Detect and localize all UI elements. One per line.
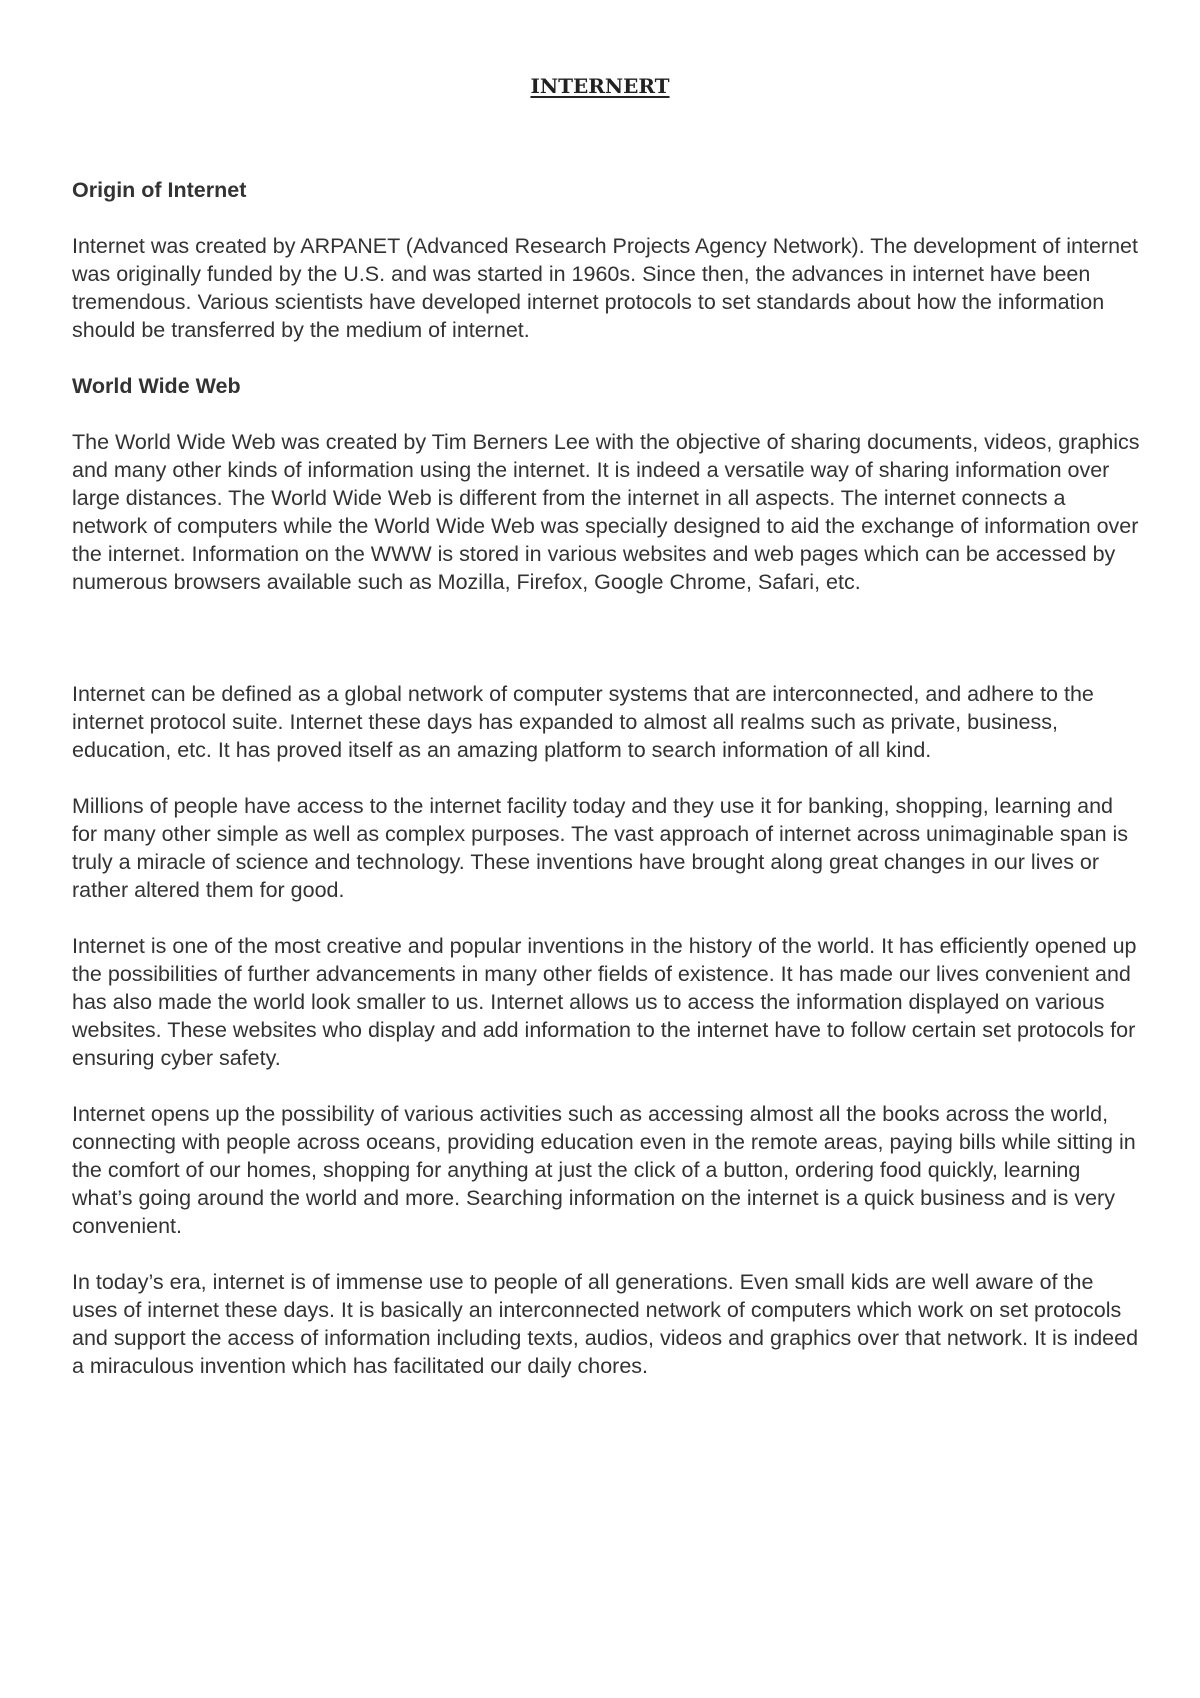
- section-heading-origin: Origin of Internet: [72, 178, 247, 202]
- section-heading-www: World Wide Web: [72, 374, 241, 398]
- blank-space: [72, 624, 1140, 680]
- document-body: [72, 176, 1140, 1408]
- document-title: INTERNERT: [530, 74, 670, 98]
- section-world-wide-web: [72, 372, 1140, 596]
- section-body: [72, 680, 1140, 1380]
- paragraph-origin: Internet was created by ARPANET (Advanced Research Projects Agency Network). The development of internet was originally funded by the U.S. and was started in 1960s. Since then, the advances in internet have been tremendous. Various scientists have developed internet protocols to set standards about how the information should be transferred by the medium of internet.: [72, 234, 1138, 342]
- paragraph-inventions: Internet is one of the most creative and popular inventions in the history of the world. It has efficiently opened up the possibilities of further advancements in many other fields of existence. It has made our lives convenient and has also made the world look smaller to us. Internet allows us to access the information displayed on various websites. These websites who display and add information to the internet have to follow certain set protocols for ensuring cyber safety.: [72, 934, 1137, 1070]
- paragraph-access: Millions of people have access to the internet facility today and they use it for banking, shopping, learning and for many other simple as well as complex purposes. The vast approach of internet across unimaginable span is truly a miracle of science and technology. These inventions have brought along great changes in our lives or rather altered them for good.: [72, 794, 1129, 902]
- paragraph-activities: Internet opens up the possibility of various activities such as accessing almost all the books across the world, connecting with people across oceans, providing education even in the remote areas, paying bills while sitting in the comfort of our homes, shopping for anything at just the click of a button, ordering food quickly, learning what’s going around the world and more. Searching information on the internet is a quick business and is very convenient.: [72, 1102, 1136, 1238]
- paragraph-todays-era: In today’s era, internet is of immense use to people of all generations. Even small kids are well aware of the uses of internet these days. It is basically an interconnected network of computers which work on set protocols and support the access of information including texts, audios, videos and graphics over that network. It is indeed a miraculous invention which has facilitated our daily chores.: [72, 1270, 1139, 1378]
- section-origin-of-internet: [72, 176, 1140, 344]
- paragraph-www: The World Wide Web was created by Tim Berners Lee with the objective of sharing documents, videos, graphics and many other kinds of information using the internet. It is indeed a versatile way of sharing information over large distances. The World Wide Web is different from the internet in all aspects. The internet connects a network of computers while the World Wide Web was specially designed to aid the exchange of information over the internet. Information on the WWW is stored in various websites and web pages which can be accessed by numerous browsers available such as Mozilla, Firefox, Google Chrome, Safari, etc.: [72, 430, 1140, 594]
- paragraph-definition: Internet can be defined as a global network of computer systems that are interconnected, and adhere to the internet protocol suite. Internet these days has expanded to almost all realms such as private, business, education, etc. It has proved itself as an amazing platform to search information of all kind.: [72, 682, 1094, 762]
